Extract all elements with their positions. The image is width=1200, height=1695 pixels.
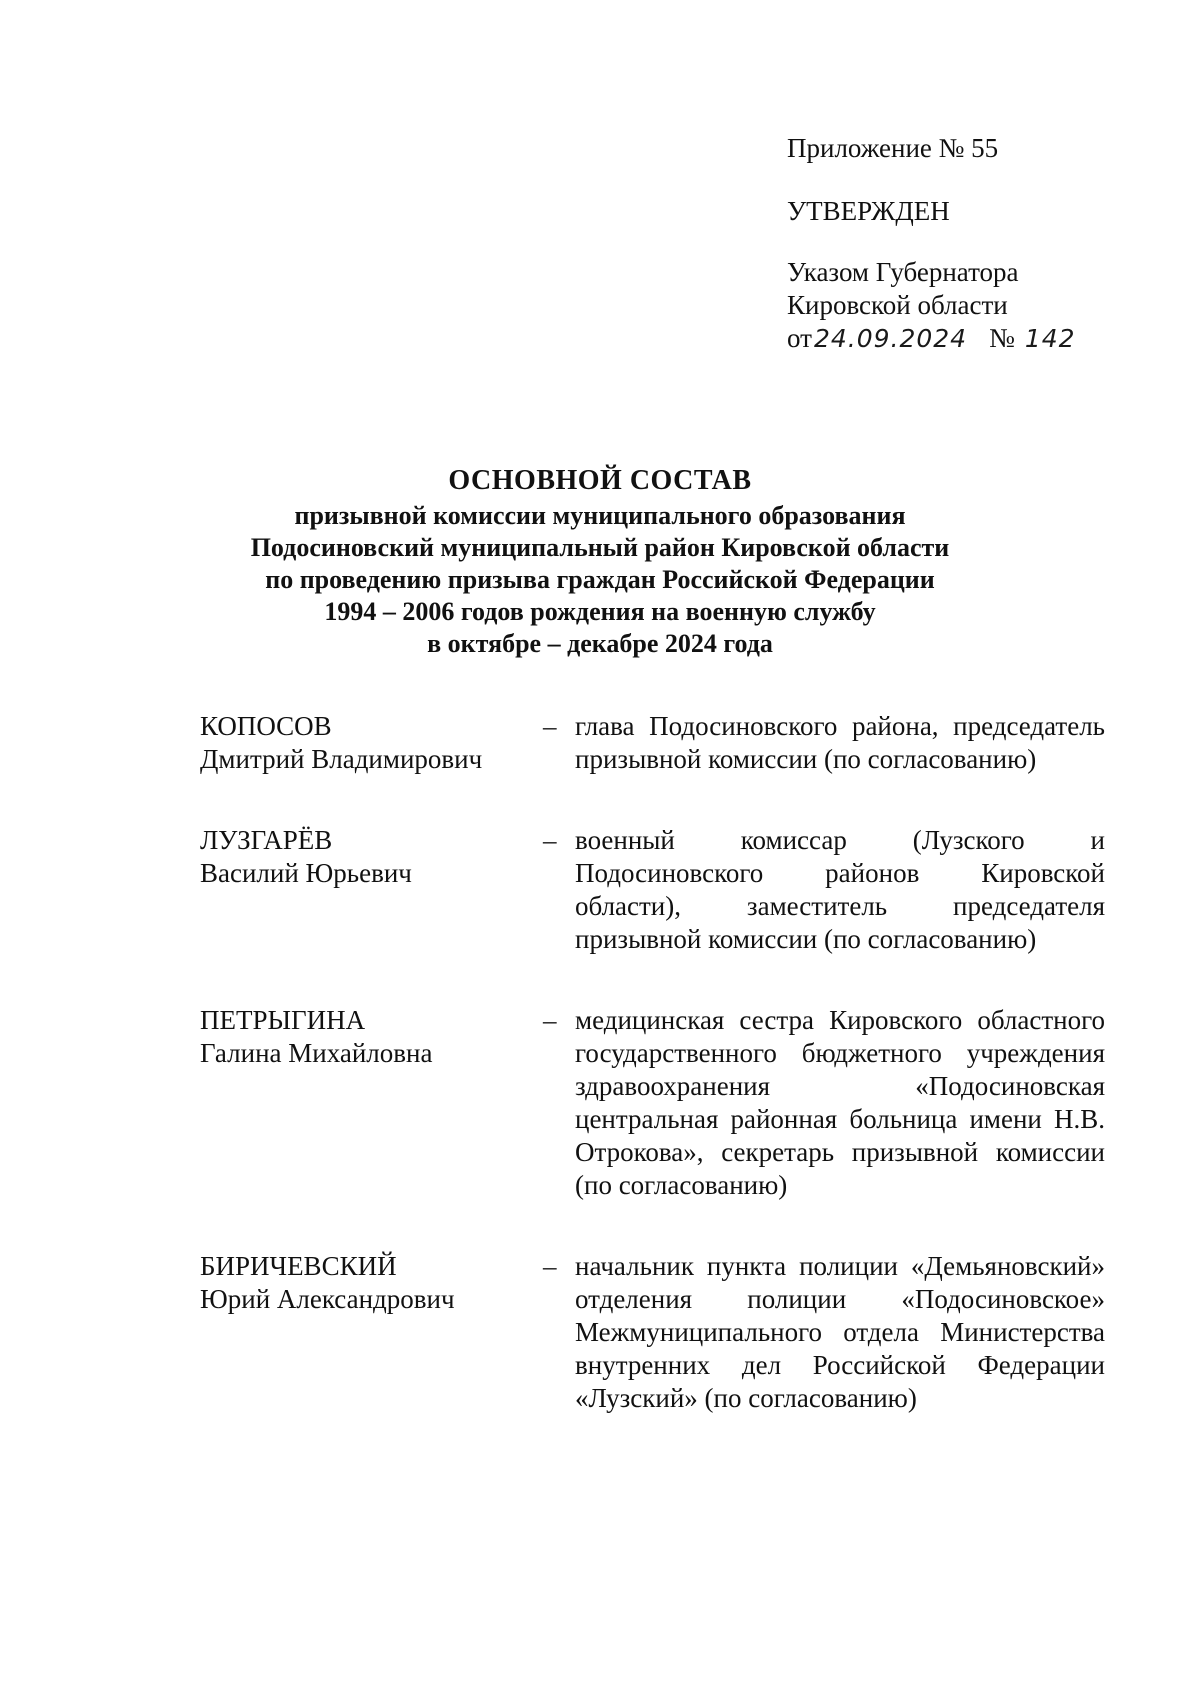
member-dash: – (543, 825, 557, 855)
decree-date-line (787, 322, 1076, 355)
title-line-4: по проведению призыва граждан Российской Федерации (265, 565, 935, 594)
member-dash: – (543, 1005, 557, 1035)
member-role: медицинская сестра Кировского областного государственного бюджетного учреждения здравоохранения «Подосиновская центральная районная больница имени Н.В. Отрокова», секретарь призывной комиссии (по согласованию) (575, 1005, 1105, 1200)
title-line-6: в октябре – декабре 2024 года (427, 629, 773, 658)
member-role: военный комиссар (Лузского и Подосиновского районов Кировской области), заместитель председателя призывной комиссии (по согласованию) (575, 825, 1105, 954)
member-entry (200, 710, 1105, 776)
appendix-number: Приложение № 55 (787, 133, 999, 163)
member-dash: – (543, 1251, 557, 1281)
decree-line-2: Кировской области (787, 290, 1008, 320)
member-given-names: Галина Михайловна (200, 1038, 433, 1068)
title-line-3: Подосиновский муниципальный район Кировской области (250, 533, 950, 562)
member-role: глава Подосиновского района, председатель призывной комиссии (по согласованию) (575, 711, 1105, 774)
member-given-names: Юрий Александрович (200, 1284, 455, 1314)
member-name (200, 1004, 530, 1070)
date-prefix: от (787, 323, 812, 353)
member-role: начальник пункта полиции «Демьяновский» отделения полиции «Подосиновское» Межмуниципального отдела Министерства внутренних дел Российской Федерации «Лузский» (по согласованию) (575, 1251, 1105, 1413)
member-dash: – (543, 711, 557, 741)
title-line-2: призывной комиссии муниципального образования (294, 501, 906, 530)
member-surname: КОПОСОВ (200, 711, 332, 741)
number-prefix: № (989, 323, 1015, 353)
approval-block (787, 132, 1076, 355)
member-surname: ЛУЗГАРЁВ (200, 825, 333, 855)
member-given-names: Дмитрий Владимирович (200, 744, 483, 774)
member-name (200, 824, 530, 890)
title-main: ОСНОВНОЙ СОСТАВ (448, 465, 752, 496)
member-entry (200, 1004, 1105, 1202)
handwritten-date: 24.09.2024 (813, 324, 968, 353)
decree-line-1: Указом Губернатора (787, 257, 1019, 287)
handwritten-number: 142 (1024, 324, 1076, 353)
member-entry (200, 1250, 1105, 1415)
member-surname: ПЕТРЫГИНА (200, 1005, 366, 1035)
member-given-names: Василий Юрьевич (200, 858, 412, 888)
title-line-5: 1994 – 2006 годов рождения на военную службу (324, 597, 876, 626)
member-name (200, 710, 530, 776)
member-entry (200, 824, 1105, 956)
member-name (200, 1250, 530, 1316)
approved-stamp-text: УТВЕРЖДЕН (787, 196, 950, 226)
member-surname: БИРИЧЕВСКИЙ (200, 1251, 397, 1281)
document-title (150, 462, 1050, 660)
members-list (200, 710, 1105, 1415)
